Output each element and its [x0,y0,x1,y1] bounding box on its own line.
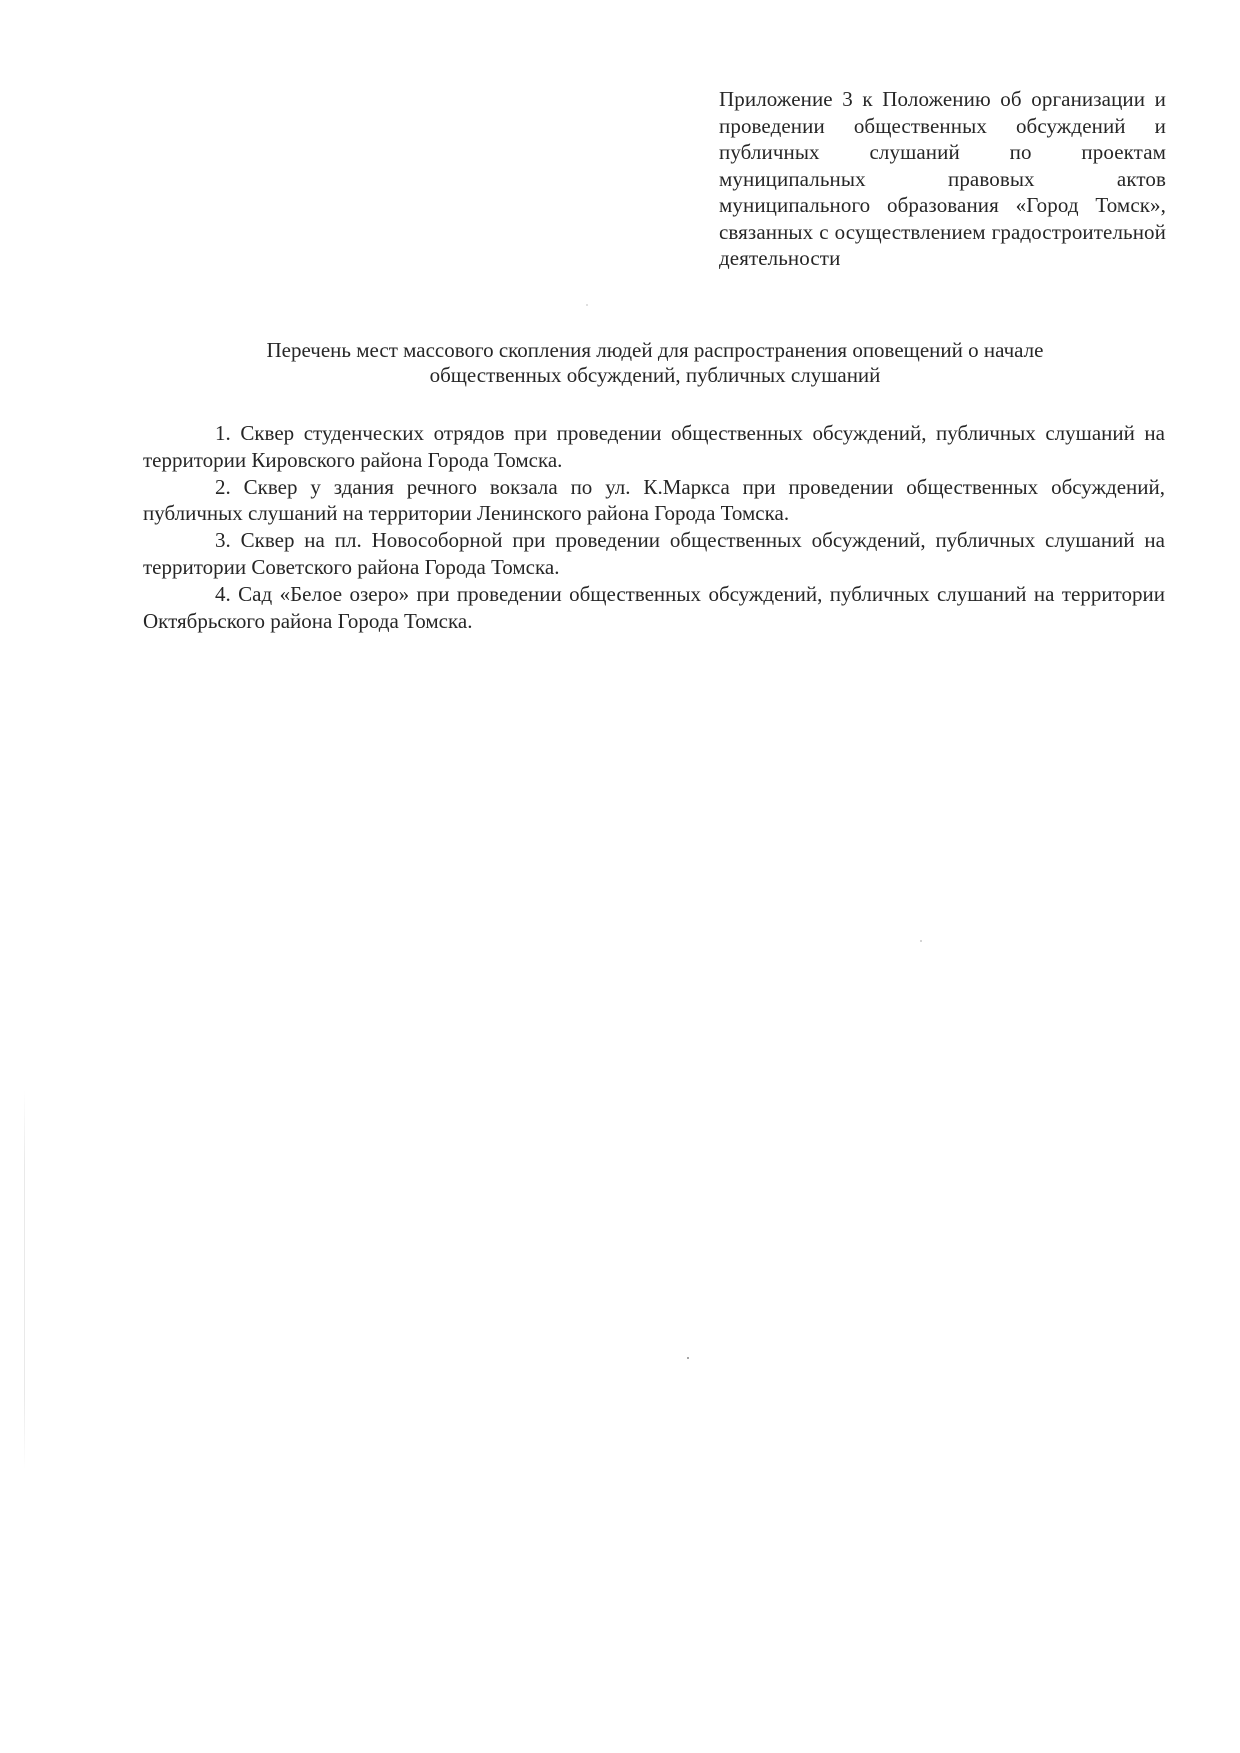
scan-speck [586,304,588,306]
locations-list [143,420,1165,634]
scan-edge-artifact [24,1090,25,1470]
scan-speck [920,940,922,942]
list-item: 4. Сад «Белое озеро» при проведении общественных обсуждений, публичных слушаний на территории Октябрьского района Города Томска. [143,581,1165,633]
document-title-line-1: Перечень мест массового скопления людей для распространения оповещений о начале [266,338,1044,362]
appendix-note: Приложение 3 к Положению об организации и проведении общественных обсуждений и публичных слушаний по проектам муниципальных правовых актов муниципального образования «Город Томск», связанных с осуществлением градостроительной деятельности [719,87,1166,270]
list-item: 3. Сквер на пл. Новособорной при проведении общественных обсуждений, публичных слушаний на территории Советского района Города Томска. [143,528,1165,579]
list-item: 1. Сквер студенческих отрядов при проведении общественных обсуждений, публичных слушаний на территории Кировского района Города Томска. [143,421,1165,472]
scan-speck [687,1357,689,1359]
document-title-line-2: общественных обсуждений, публичных слушаний [429,363,881,387]
list-item: 2. Сквер у здания речного вокзала по ул. К.Маркса при проведении общественных обсуждений, публичных слушаний на территории Ленинского района Города Томска. [143,474,1165,526]
document-title [150,338,1160,388]
